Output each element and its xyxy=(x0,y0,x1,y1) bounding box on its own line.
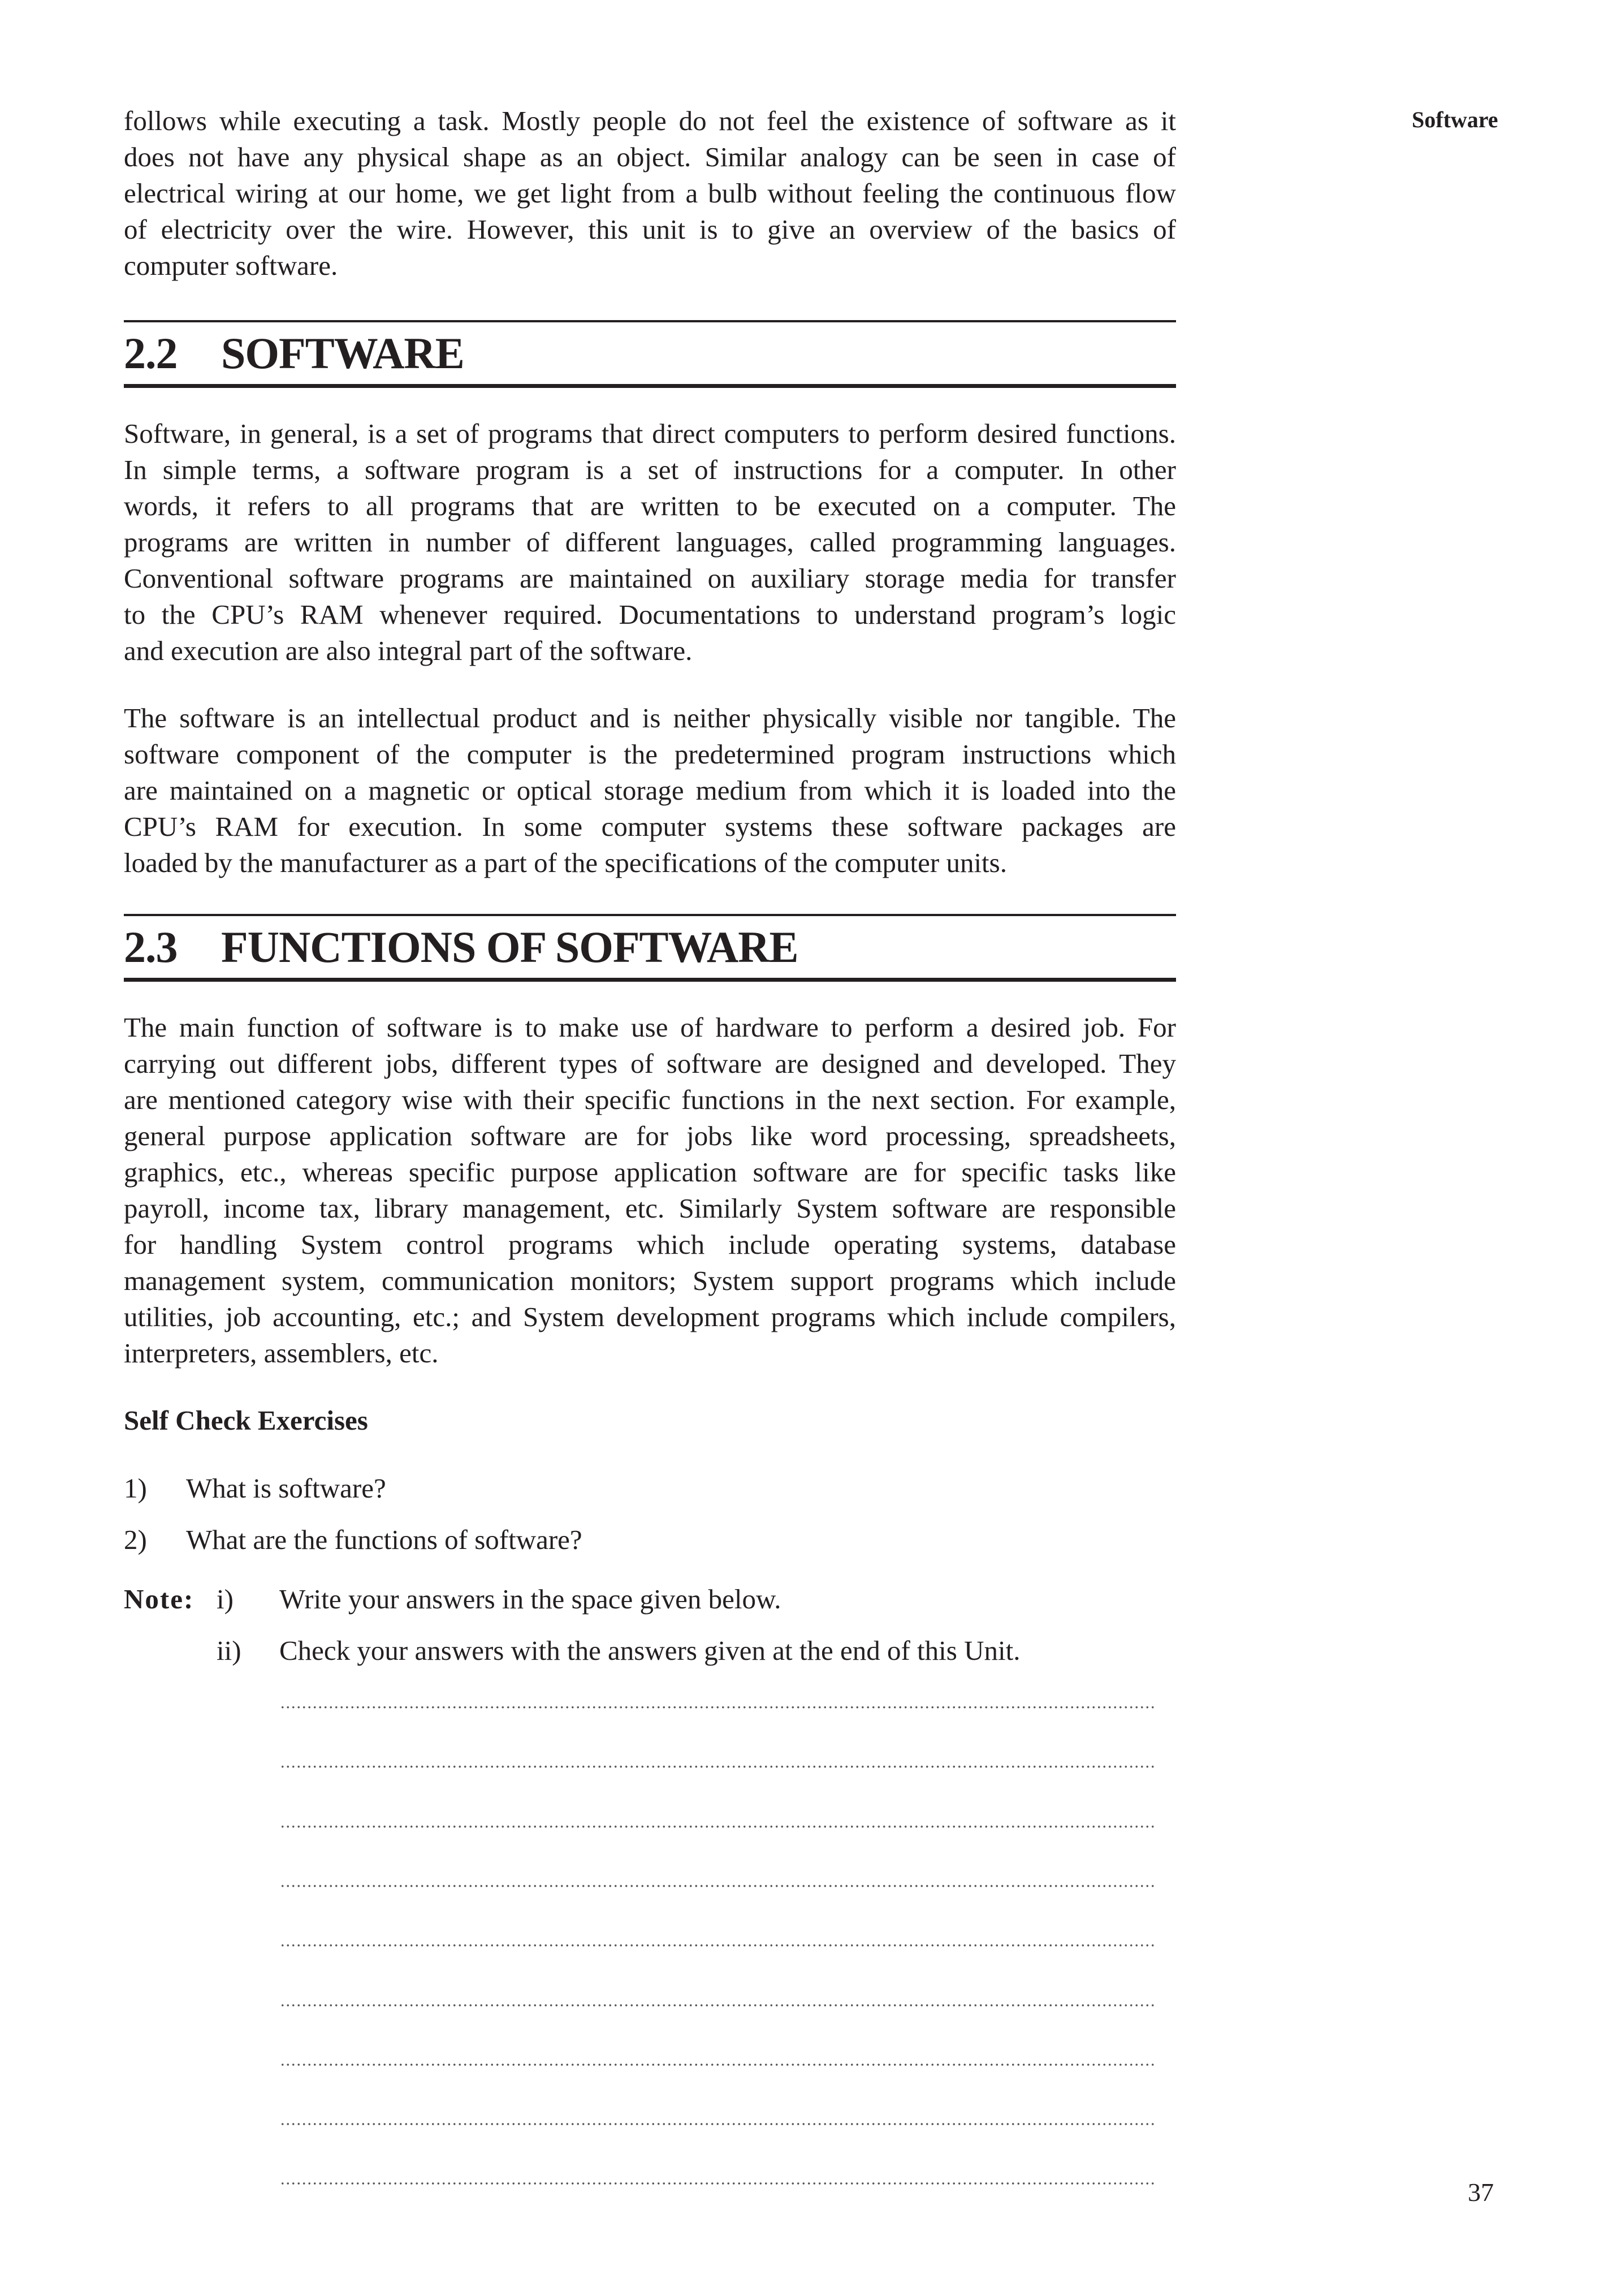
section-rule-top xyxy=(124,320,1176,322)
text-line: are mentioned category wise with their specific functions in the next section. For example, xyxy=(124,1084,1176,1115)
text-line: programs are written in number of different languages, called programming languages. xyxy=(124,526,1176,558)
section-title: SOFTWARE xyxy=(221,329,464,378)
section-number: 2.3 xyxy=(124,922,178,972)
text-line: are maintained on a magnetic or optical storage medium from which it is loaded into the xyxy=(124,775,1176,806)
text-line: software component of the computer is the predetermined program instructions which xyxy=(124,739,1176,770)
text-line: In simple terms, a software program is a set of instructions for a computer. In other xyxy=(124,454,1176,485)
text-line: for handling System control programs which include operating systems, database xyxy=(124,1229,1176,1260)
self-check-title: Self Check Exercises xyxy=(124,1405,368,1436)
text-line: interpreters, assemblers, etc. xyxy=(124,1337,439,1369)
section-heading-2-2 xyxy=(124,328,464,379)
text-line: Software, in general, is a set of programs that direct computers to perform desired functions. xyxy=(124,418,1176,449)
intro-paragraph xyxy=(124,103,1176,284)
text-line: and execution are also integral part of the software. xyxy=(124,635,693,666)
text-line: follows while executing a task. Mostly people do not feel the existence of software as it xyxy=(124,105,1176,136)
text-line: CPU’s RAM for execution. In some computer systems these software packages are xyxy=(124,811,1176,842)
section-rule-bottom xyxy=(124,384,1176,388)
answer-dotted-line[interactable] xyxy=(280,1825,1157,1828)
answer-dotted-line[interactable] xyxy=(280,2063,1157,2066)
section-heading-2-3 xyxy=(124,922,798,973)
text-line: utilities, job accounting, etc.; and System development programs which include compilers, xyxy=(124,1301,1176,1332)
text-line: graphics, etc., whereas specific purpose application software are for specific tasks like xyxy=(124,1156,1176,1188)
answer-dotted-line[interactable] xyxy=(280,1944,1157,1947)
section-2-3-paragraph-1 xyxy=(124,1009,1176,1371)
question-number: 2) xyxy=(124,1524,147,1555)
note-label: Note: xyxy=(124,1583,194,1615)
text-line: Conventional software programs are maintained on auxiliary storage media for transfer xyxy=(124,563,1176,594)
text-line: management system, communication monitors; System support programs which include xyxy=(124,1265,1176,1296)
text-line: to the CPU’s RAM whenever required. Documentations to understand program’s logic xyxy=(124,599,1176,630)
text-line: The software is an intellectual product and is neither physically visible nor tangible. The xyxy=(124,702,1176,733)
text-line: loaded by the manufacturer as a part of the specifications of the computer units. xyxy=(124,847,1007,878)
answer-dotted-line[interactable] xyxy=(280,2122,1157,2126)
running-header: Software xyxy=(1412,107,1498,132)
text-line: The main function of software is to make use of hardware to perform a desired job. For xyxy=(124,1012,1176,1043)
text-line: words, it refers to all programs that are written to be executed on a computer. The xyxy=(124,490,1176,521)
text-line: payroll, income tax, library management, etc. Similarly System software are responsible xyxy=(124,1193,1176,1224)
text-line: electrical wiring at our home, we get light from a bulb without feeling the continuous flow xyxy=(124,178,1176,209)
section-title: FUNCTIONS OF SOFTWARE xyxy=(221,922,798,972)
question-text: What is software? xyxy=(186,1473,386,1504)
question-text: What are the functions of software? xyxy=(186,1524,582,1555)
page-number: 37 xyxy=(1468,2178,1494,2207)
note-text: Write your answers in the space given below. xyxy=(279,1583,781,1615)
section-rule-bottom xyxy=(124,978,1176,982)
section-number: 2.2 xyxy=(124,329,178,378)
note-number: i) xyxy=(217,1583,234,1615)
note-number: ii) xyxy=(217,1635,241,1666)
text-line: of electricity over the wire. However, this unit is to give an overview of the basics of xyxy=(124,214,1176,245)
answer-dotted-line[interactable] xyxy=(280,2182,1157,2185)
answer-dotted-line[interactable] xyxy=(280,2004,1157,2007)
section-rule-top xyxy=(124,914,1176,916)
text-line: carrying out different jobs, different types of software are designed and developed. They xyxy=(124,1048,1176,1079)
text-line: computer software. xyxy=(124,250,338,281)
answer-dotted-line[interactable] xyxy=(280,1706,1157,1709)
text-line: does not have any physical shape as an object. Similar analogy can be seen in case of xyxy=(124,141,1176,172)
note-text: Check your answers with the answers given at the end of this Unit. xyxy=(279,1635,1021,1666)
answer-dotted-line[interactable] xyxy=(280,1884,1157,1888)
answer-dotted-line[interactable] xyxy=(280,1765,1157,1768)
section-2-2-paragraph-2 xyxy=(124,700,1176,881)
question-number: 1) xyxy=(124,1473,147,1504)
section-2-2-paragraph-1 xyxy=(124,416,1176,669)
text-line: general purpose application software are for jobs like word processing, spreadsheets, xyxy=(124,1120,1176,1151)
